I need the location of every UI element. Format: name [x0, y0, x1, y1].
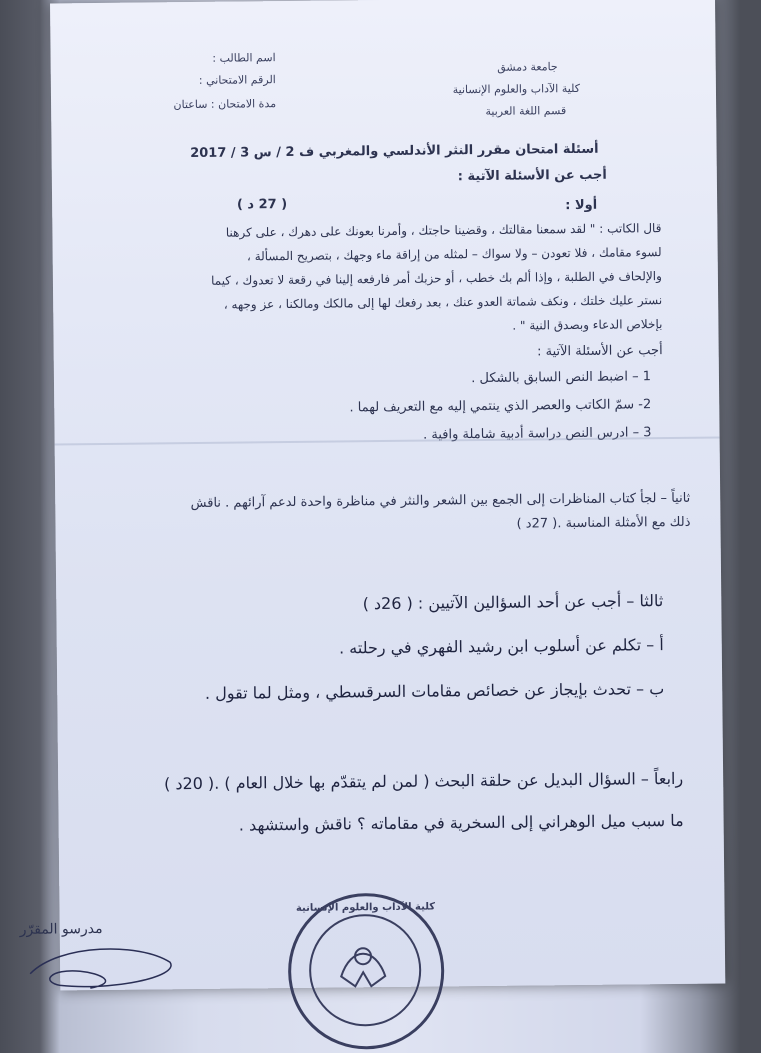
q2-line: ثانياً – لجأ كتاب المناظرات إلى الجمع بين الشعر والنثر في مناظرة واحدة لدعم آرائهم . ناقش: [190, 490, 691, 512]
student-name-label: اسم الطالب :: [212, 51, 276, 65]
faculty-stamp: [287, 892, 445, 1050]
q1-item: 3 – ادرس النص دراسة أدبية شاملة وافية .: [422, 425, 652, 443]
stamp-emblem-icon: [309, 914, 422, 1027]
q3-option-a: أ – تكلم عن أسلوب ابن رشيد الفهري في رحلته .: [338, 635, 664, 658]
q1-passage-line: بإخلاص الدعاء وبصدق النية " .: [512, 317, 663, 333]
q1-passage-line: قال الكاتب : " لقد سمعنا مقالتك ، وقضينا حاجتك ، وأمرنا بعونك على دهرك ، على كرهنا: [225, 221, 662, 240]
q4-heading: رابعاً – السؤال البديل عن حلقة البحث ( لمن لم يتقدّم بها خلال العام ) .( 20د ): [163, 768, 684, 794]
department-name: قسم اللغة العربية: [485, 104, 567, 118]
q4-question: ما سبب ميل الوهراني إلى السخرية في مقاماته ؟ ناقش واستشهد .: [238, 810, 684, 835]
exam-title: أسئلة امتحان مقرر النثر الأندلسي والمغربي ف 2 / س 3 / 2017: [190, 141, 599, 162]
q1-item: 2- سمّ الكاتب والعصر الذي ينتمي إليه مع التعريف لهما .: [349, 397, 652, 416]
q1-passage-line: والإلحاف في الطلبة ، وإذا ألم بك خطب ، أو حزبك أمر فارفعه إلينا في رقعة لا تعدوك ، كيما: [210, 269, 662, 288]
instructors-label: مدرسو المقرّر: [19, 920, 103, 938]
stamp-text: كلية الآداب والعلوم الإنسانية: [295, 901, 436, 914]
exam-number-label: الرقم الامتحاني :: [198, 73, 276, 87]
q1-passage-line: لسوء مقامك ، فلا تعودن – ولا سواك – لمثله من إراقة ماء وجهك ، بتصريح المسألة ،: [246, 245, 662, 264]
exam-paper: [19, 0, 725, 990]
q2-line: ذلك مع الأمثلة المناسبة .( 27د ): [516, 514, 691, 532]
q1-heading: أولا :: [565, 197, 598, 214]
q1-item: 1 – اضبط النص السابق بالشكل .: [471, 369, 652, 387]
faculty-name: كلية الآداب والعلوم الإنسانية: [452, 81, 581, 97]
main-instruction: أجب عن الأسئلة الآتية :: [457, 167, 607, 185]
q1-marks: ( 27 د ): [236, 197, 288, 213]
q3-heading: ثالثا – أجب عن أحد السؤالين الآتيين : ( 26د ): [362, 591, 664, 614]
university-name: جامعة دمشق: [497, 60, 558, 74]
q1-passage-line: نستر عليك خلتك ، ونكف شماتة العدو عنك ، بعد رفعك لها إلى مالكك ومالكنا ، عز وجهه ،: [223, 293, 663, 312]
signature-icon: [20, 932, 191, 994]
exam-duration-label: مدة الامتحان : ساعتان: [173, 97, 277, 112]
q3-option-b: ب – تحدث بإيجاز عن خصائص مقامات السرقسطي ، ومثل لما تقول .: [204, 679, 665, 703]
q1-sub-instruction: أجب عن الأسئلة الآتية :: [536, 343, 663, 360]
